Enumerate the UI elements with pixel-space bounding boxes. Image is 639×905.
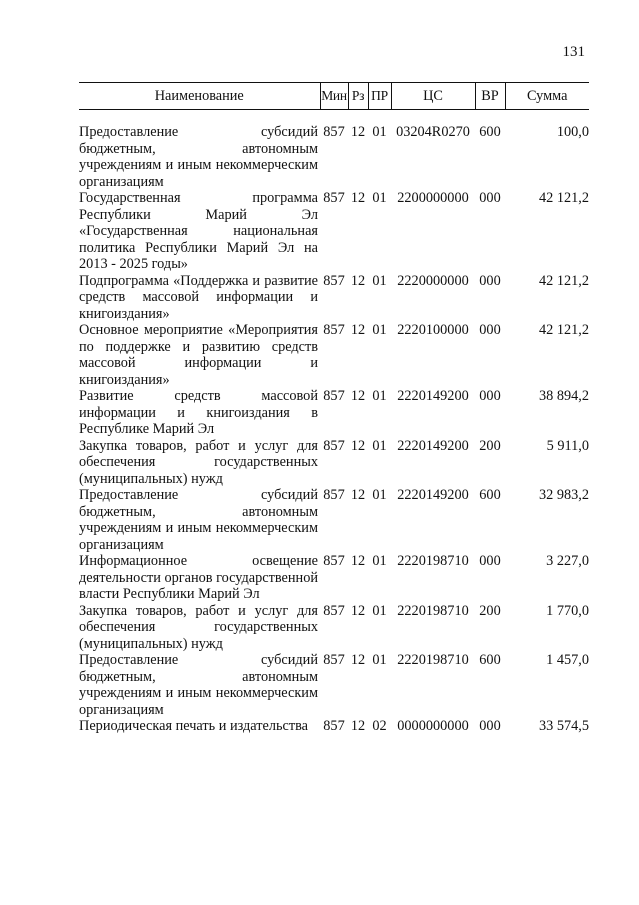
row-pr: 01 [372, 322, 387, 338]
row-pr: 01 [372, 124, 387, 140]
row-vr: 200 [479, 602, 501, 619]
row-name: Государственная программа Республики Марий Эл «Государственная национальная политика Республики Марий Эл на 2013 - 2025 годы» [79, 190, 318, 272]
row-rz: 12 [350, 718, 366, 734]
row-name: Развитие средств массовой информации и книгоиздания в Республике Марий Эл [79, 388, 318, 437]
row-min: 857 [323, 190, 345, 206]
header-cs: ЦС [391, 83, 475, 110]
row-vr: 000 [479, 190, 501, 206]
table-row [79, 322, 589, 388]
table-row [79, 388, 589, 438]
row-pr: 01 [372, 388, 387, 404]
page-number: 131 [562, 44, 585, 60]
header-vr: ВР [475, 83, 505, 110]
table-row [79, 190, 589, 273]
row-vr: 000 [479, 322, 501, 338]
row-sum: 42 121,2 [538, 190, 589, 206]
row-cs: 2220198710 [397, 553, 469, 569]
row-cs: 2220149200 [397, 388, 469, 404]
row-cs: 2220149200 [397, 487, 469, 503]
row-rz: 12 [350, 652, 366, 668]
row-name: Предоставление субсидий бюджетным, автономным учреждениям и иным некоммерческим организациям [79, 487, 318, 553]
header-sum: Сумма [505, 83, 589, 110]
header-min: Мин [320, 83, 348, 110]
row-vr: 600 [479, 487, 501, 503]
row-name: Периодическая печать и издательства [79, 718, 309, 734]
header-pr: ПР [368, 83, 391, 110]
row-min: 857 [323, 652, 345, 668]
row-pr: 01 [372, 553, 387, 569]
row-vr: 000 [479, 388, 501, 404]
row-rz: 12 [350, 553, 366, 569]
row-pr: 01 [372, 272, 387, 289]
table-row [79, 438, 589, 488]
row-sum: 33 574,5 [538, 718, 589, 734]
row-name: Закупка товаров, работ и услуг для обеспечения государственных (муниципальных) нужд [79, 602, 318, 652]
row-vr: 000 [479, 718, 501, 734]
row-name: Основное мероприятие «Мероприятия по поддержке и развитию средств массовой информации и книгоиздания» [79, 322, 318, 388]
row-rz: 12 [350, 272, 366, 289]
header-spacer [79, 110, 589, 125]
row-name: Подпрограмма «Поддержка и развитие средств массовой информации и книгоиздания» [79, 272, 318, 322]
row-sum: 38 894,2 [538, 388, 589, 404]
row-min: 857 [323, 553, 345, 569]
table-row [79, 487, 589, 553]
row-sum: 42 121,2 [538, 322, 589, 338]
row-vr: 200 [479, 437, 501, 454]
row-cs: 2200000000 [397, 190, 469, 206]
row-sum: 3 227,0 [546, 553, 589, 569]
row-pr: 01 [372, 190, 387, 206]
row-name: Предоставление субсидий бюджетным, автономным учреждениям и иным некоммерческим организациям [79, 124, 318, 190]
row-sum: 100,0 [556, 124, 589, 140]
row-rz: 12 [350, 124, 366, 140]
table-row [79, 553, 589, 603]
row-sum: 42 121,2 [538, 272, 589, 289]
row-rz: 12 [350, 190, 366, 206]
budget-table [79, 82, 589, 735]
row-sum: 1 457,0 [546, 652, 589, 668]
table-row [79, 124, 589, 190]
row-sum: 5 911,0 [546, 437, 589, 454]
row-min: 857 [323, 437, 345, 454]
row-vr: 000 [479, 272, 501, 289]
row-rz: 12 [350, 602, 366, 619]
row-min: 857 [323, 322, 345, 338]
header-name: Наименование [79, 83, 320, 110]
row-sum: 32 983,2 [538, 487, 589, 503]
row-cs: 03204R0270 [396, 124, 470, 140]
row-min: 857 [323, 272, 345, 289]
row-min: 857 [323, 388, 345, 404]
row-min: 857 [323, 602, 345, 619]
row-cs: 0000000000 [397, 718, 469, 734]
row-pr: 02 [372, 718, 387, 734]
row-rz: 12 [350, 487, 366, 503]
row-cs: 2220000000 [397, 272, 469, 289]
row-rz: 12 [350, 322, 366, 338]
row-min: 857 [323, 124, 345, 140]
row-rz: 12 [350, 437, 366, 454]
row-name: Предоставление субсидий бюджетным, автономным учреждениям и иным некоммерческим организациям [79, 652, 318, 718]
row-name: Закупка товаров, работ и услуг для обеспечения государственных (муниципальных) нужд [79, 437, 318, 487]
header-rz: Рз [348, 83, 368, 110]
table-row [79, 718, 589, 735]
row-cs: 2220198710 [397, 602, 469, 619]
row-min: 857 [323, 718, 345, 734]
row-vr: 600 [479, 652, 501, 668]
row-cs: 2220198710 [397, 652, 469, 668]
row-pr: 01 [372, 602, 387, 619]
row-vr: 600 [479, 124, 501, 140]
row-pr: 01 [372, 437, 387, 454]
row-name: Информационное освещение деятельности органов государственной власти Республики Марий Эл [79, 553, 318, 602]
row-sum: 1 770,0 [546, 602, 589, 619]
row-pr: 01 [372, 487, 387, 503]
table-row [79, 273, 589, 323]
row-pr: 01 [372, 652, 387, 668]
table-header-row [79, 83, 589, 110]
row-cs: 2220149200 [397, 437, 469, 454]
row-vr: 000 [479, 553, 501, 569]
row-min: 857 [323, 487, 345, 503]
row-cs: 2220100000 [397, 322, 469, 338]
table-row [79, 603, 589, 653]
row-rz: 12 [350, 388, 366, 404]
table-row [79, 652, 589, 718]
